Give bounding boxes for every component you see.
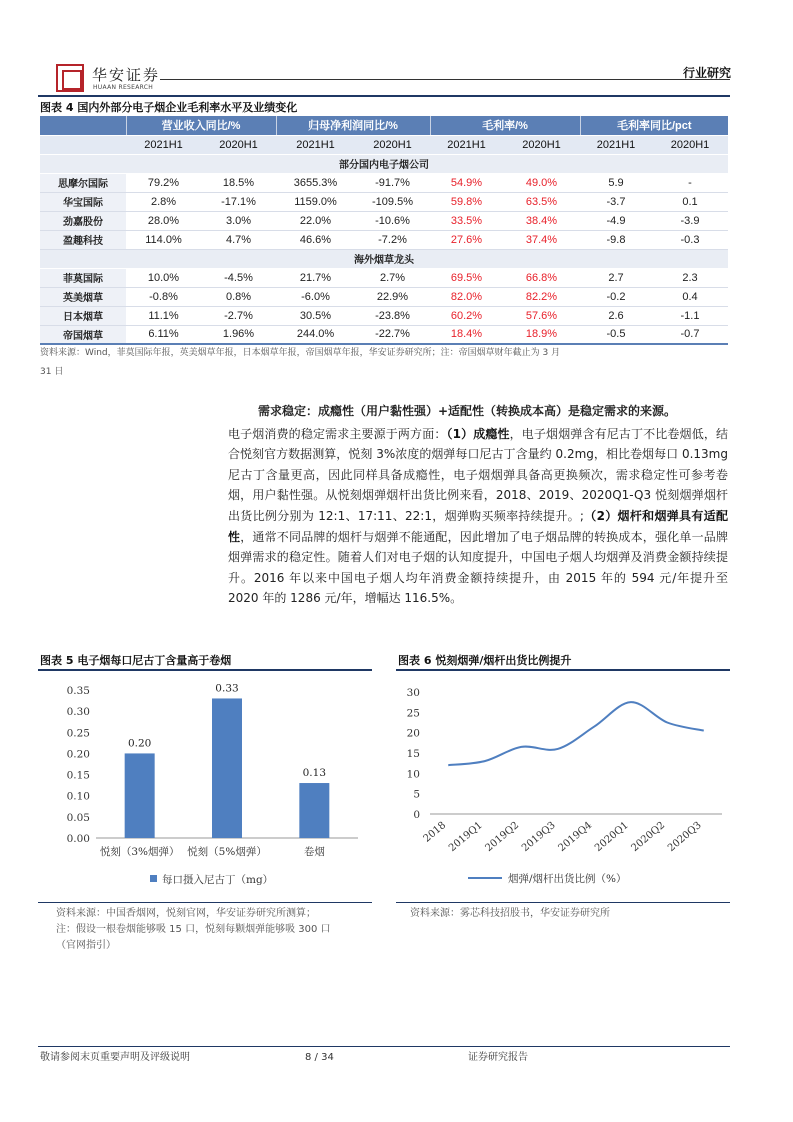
chart5-bottom-rule [38,902,372,903]
period-header: 2021H1 [580,135,652,154]
company-name-cell: 盈趣科技 [40,230,126,249]
y-tick-label: 15 [406,748,420,760]
table-cell: -91.7% [355,173,430,192]
chart5-note: 注：假设一根卷烟能够吸 15 口，悦刻每颗烟弹能够吸 300 口 [56,924,331,935]
table-cell: 6.11% [126,325,201,344]
table-cell: -0.3 [652,230,728,249]
legend-label: 烟弹/烟杆出货比例（%） [508,873,627,885]
table-source: 资料来源：Wind，菲莫国际年报，英美烟草年报，日本烟草年报，帝国烟草年报，华安证券研究所；注：帝国烟草财年截止为 3 月 [40,348,561,358]
table-cell: 38.4% [503,211,580,230]
table-cell: 82.2% [503,287,580,306]
table-cell: 18.4% [430,325,503,344]
legend-swatch [150,875,157,882]
table-cell: 57.6% [503,306,580,325]
table-cell: -23.8% [355,306,430,325]
table-row [40,173,728,192]
company-name-cell: 帝国烟草 [40,325,126,344]
y-tick-label: 0.10 [66,790,90,803]
footer-rule [38,1046,730,1047]
y-tick-label: 25 [406,707,420,720]
paragraph-emphasis: （2）烟杆和烟弹具有适配性 [228,508,728,544]
bar-value-label: 0.33 [215,682,239,695]
section-label: 海外烟草龙头 [40,249,728,268]
chart5-note-cont: （官网指引） [56,940,116,951]
x-tick-label: 2020Q3 [665,819,704,855]
company-name-cell: 英美烟草 [40,287,126,306]
bar [125,753,155,838]
table-cell: -9.8 [580,230,652,249]
y-tick-label: 30 [406,687,420,699]
table-cell: 2.6 [580,306,652,325]
table-row [40,211,728,230]
table-cell: 2.7 [580,268,652,287]
x-tick-label: 悦刻（5%烟弹） [187,846,267,858]
table-cell: -10.6% [355,211,430,230]
table-row [40,192,728,211]
table-corner [40,135,126,154]
paragraph-emphasis: （1）成瘾性 [446,426,510,441]
table-cell: 0.1 [652,192,728,211]
company-name-cell: 日本烟草 [40,306,126,325]
table-cell: 0.8% [201,287,276,306]
table-row [40,306,728,325]
page-number: 8 / 34 [305,1052,334,1063]
table-cell: 114.0% [126,230,201,249]
table-group-header [40,116,728,135]
table-cell: -22.7% [355,325,430,344]
x-tick-label: 2019Q4 [556,819,595,855]
table-cell: 18.5% [201,173,276,192]
paragraph-lead: 需求稳定：成瘾性（用户黏性强）+适配性（转换成本高）是稳定需求的来源。 [258,404,677,418]
y-tick-label: 0.05 [66,811,90,824]
company-name-cell: 思摩尔国际 [40,173,126,192]
chart5-title-rule [38,669,372,671]
y-tick-label: 0.00 [66,833,90,845]
x-tick-label: 2018 [421,819,449,845]
y-tick-label: 5 [413,788,420,801]
period-header: 2020H1 [652,135,728,154]
bar-value-label: 0.20 [127,737,152,750]
y-tick-label: 0.35 [66,685,90,697]
company-name-en: HUAAN RESEARCH [93,84,154,91]
table-section-row [40,154,728,173]
table-cell: 33.5% [430,211,503,230]
table-cell: -2.7% [201,306,276,325]
y-tick-label: 0.20 [66,748,90,761]
y-tick-label: 20 [406,727,420,740]
table-cell: -17.1% [201,192,276,211]
line-chart [396,672,730,900]
table-cell: 4.7% [201,230,276,249]
table-period-header [40,135,728,154]
period-header: 2020H1 [503,135,580,154]
table-cell: 3655.3% [276,173,355,192]
table-cell: 60.2% [430,306,503,325]
table-cell: - [652,173,728,192]
table-cell: -4.9 [580,211,652,230]
table-cell: 79.2% [126,173,201,192]
group-header: 毛利率/% [430,116,580,135]
table-cell: 82.0% [430,287,503,306]
table-cell: 69.5% [430,268,503,287]
table-cell: 46.6% [276,230,355,249]
table-row [40,325,728,344]
paragraph-text: ，电子烟烟弹含有尼古丁不比卷烟低，结合悦刻官方数据测算，悦刻 3%浓度的烟弹每口尼古丁含量约 0.2mg，相比卷烟每口 0.13mg 尼古丁含量更高，因此同样具备成瘾性，电子烟烟弹具备高更换频次，需求稳定性可参考卷烟，用户黏性强。从悦刻烟弹烟杆出货比例来看，2018、2019、2020Q1-Q3 悦刻烟弹烟杆出货比例分别为 12:1、17:11、22:1，烟弹购买频率持续提升。; [228,426,728,523]
x-tick-label: 悦刻（3%烟弹） [99,846,180,858]
y-tick-label: 0.15 [66,769,90,782]
table-corner [40,116,126,135]
legend-label: 每口摄入尼古丁（mg） [162,874,274,886]
data-table [40,116,728,345]
table-cell: -0.2 [580,287,652,306]
table-cell: -0.5 [580,325,652,344]
table-cell: 3.0% [201,211,276,230]
chart5-title: 图表 5 电子烟每口尼古丁含量高于卷烟 [40,654,232,667]
period-header: 2020H1 [355,135,430,154]
table-cell: 1159.0% [276,192,355,211]
section-label: 部分国内电子烟公司 [40,154,728,173]
table-cell: -109.5% [355,192,430,211]
bar-chart [38,672,372,900]
group-header: 营业收入同比/% [126,116,276,135]
table-row [40,287,728,306]
bar [299,783,329,838]
y-tick-label: 0.25 [66,727,90,740]
table-cell: 63.5% [503,192,580,211]
x-tick-label: 2019Q3 [519,819,558,855]
table-cell: 244.0% [276,325,355,344]
table-cell: 59.8% [430,192,503,211]
company-name-cell: 华宝国际 [40,192,126,211]
header-rule [160,79,730,80]
header-rule-thick [38,95,730,97]
table-cell: 28.0% [126,211,201,230]
period-header: 2021H1 [276,135,355,154]
table-cell: 0.4 [652,287,728,306]
table-cell: 22.9% [355,287,430,306]
chart6-title-rule [396,669,730,671]
footer-disclaimer: 敬请参阅末页重要声明及评级说明 [40,1052,190,1063]
table-cell: 37.4% [503,230,580,249]
section-tag: 行业研究 [682,66,731,80]
table-cell: -0.8% [126,287,201,306]
chart6-title: 图表 6 悦刻烟弹/烟杆出货比例提升 [398,654,572,667]
period-header: 2020H1 [201,135,276,154]
footer-report-type: 证券研究报告 [468,1052,528,1063]
table-cell: 2.8% [126,192,201,211]
y-tick-label: 0.30 [66,706,90,719]
group-header: 毛利率同比/pct [580,116,728,135]
chart6-bottom-rule [396,902,730,903]
period-header: 2021H1 [126,135,201,154]
y-tick-label: 0 [413,809,420,821]
table-cell: -1.1 [652,306,728,325]
table-cell: 30.5% [276,306,355,325]
logo-mark [56,64,84,92]
x-tick-label: 卷烟 [303,846,325,858]
table-cell: 22.0% [276,211,355,230]
table-cell: -7.2% [355,230,430,249]
table-cell: -4.5% [201,268,276,287]
table-cell: 5.9 [580,173,652,192]
table-cell: 49.0% [503,173,580,192]
period-header: 2021H1 [430,135,503,154]
bar [212,698,242,838]
paragraph-text: ，通常不同品牌的烟杆与烟弹不能通配，因此增加了电子烟品牌的转换成本，强化单一品牌烟弹需求的稳定性。随着人们对电子烟的认知度提升，中国电子烟人均烟弹及消费金额持续提升。2016 年以来中国电子烟人均年消费金额持续提升，由 2015 年的 594 元/年提升至 2020 年的 1286 元/年，增幅达 116.5%。 [228,529,728,606]
table-source-cont: 31 日 [40,367,64,377]
x-tick-label: 2019Q2 [483,819,522,855]
table-cell: -3.9 [652,211,728,230]
company-name: 华安证券 [92,66,161,84]
x-tick-label: 2020Q2 [629,819,668,855]
table-row [40,230,728,249]
x-tick-label: 2019Q1 [446,819,485,855]
table-title: 图表 4 国内外部分电子烟企业毛利率水平及业绩变化 [40,101,298,114]
x-tick-label: 2020Q1 [592,819,631,855]
table-cell: 21.7% [276,268,355,287]
table-cell: 18.9% [503,325,580,344]
table-row [40,268,728,287]
table-cell: 11.1% [126,306,201,325]
paragraph-text: 电子烟消费的稳定需求主要源于两方面： [228,426,447,441]
body-paragraph [228,401,728,609]
chart6-source: 资料来源：雾芯科技招股书，华安证券研究所 [410,908,610,919]
series-line [448,702,704,765]
table-section-row [40,249,728,268]
table-cell: 10.0% [126,268,201,287]
bar-value-label: 0.13 [302,767,327,780]
table-cell: 27.6% [430,230,503,249]
table-cell: 66.8% [503,268,580,287]
table-cell: 2.3 [652,268,728,287]
table-cell: -0.7 [652,325,728,344]
table-cell: 54.9% [430,173,503,192]
group-header: 归母净利润同比/% [276,116,430,135]
y-tick-label: 10 [406,768,420,781]
chart5-source: 资料来源：中国香烟网，悦刻官网，华安证券研究所测算； [56,908,316,919]
table-cell: 1.96% [201,325,276,344]
company-name-cell: 菲莫国际 [40,268,126,287]
table-cell: -6.0% [276,287,355,306]
company-name-cell: 劲嘉股份 [40,211,126,230]
table-cell: -3.7 [580,192,652,211]
table-cell: 2.7% [355,268,430,287]
